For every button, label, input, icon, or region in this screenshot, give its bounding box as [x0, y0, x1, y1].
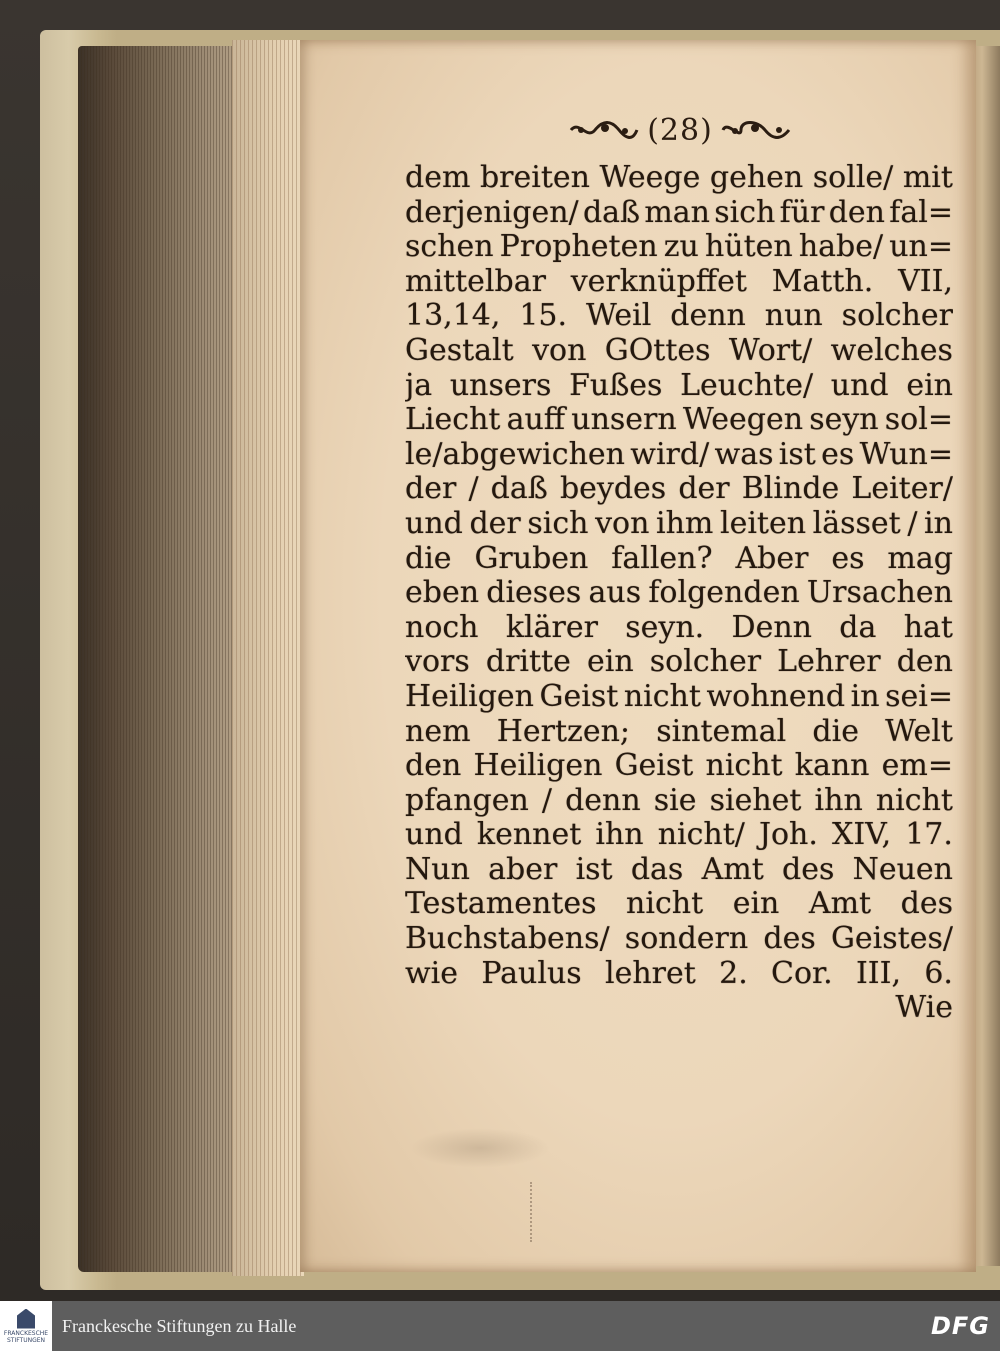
text-word: GOttes	[604, 332, 711, 368]
text-line	[405, 817, 953, 852]
text-line	[405, 506, 953, 541]
text-word: welches	[830, 332, 953, 368]
text-word: man	[644, 194, 710, 230]
text-word: sie	[653, 782, 697, 818]
viewer-footer	[0, 1301, 1000, 1351]
text-word: Geist	[539, 678, 619, 714]
text-word: 13,14,	[405, 298, 501, 333]
text-word: verknüpffet	[570, 263, 747, 299]
text-word: habe/	[798, 229, 884, 264]
text-word: was	[714, 436, 774, 472]
text-line	[405, 783, 953, 818]
text-word: der	[678, 471, 730, 506]
text-word: den	[828, 194, 885, 230]
right-ornament-icon	[721, 118, 793, 142]
text-word: /	[468, 471, 479, 506]
text-word: Joh.	[758, 817, 818, 852]
text-word: /	[907, 505, 918, 541]
text-word: Geist	[614, 748, 694, 783]
text-word: Testamentes	[405, 886, 597, 922]
text-word: Heiligen	[405, 678, 534, 714]
text-line	[405, 748, 953, 783]
text-word: daß	[490, 471, 548, 506]
text-word: hat	[903, 609, 953, 645]
text-word: Blinde	[741, 471, 840, 506]
text-word: Cor.	[771, 955, 833, 991]
text-word: den	[896, 644, 953, 679]
text-line	[405, 160, 953, 195]
text-word: un=	[889, 229, 953, 264]
text-word: solle/	[812, 160, 894, 195]
text-word: Aber	[735, 540, 809, 576]
text-word: III,	[855, 955, 902, 991]
text-word: ein	[906, 367, 953, 403]
text-line	[405, 368, 953, 403]
text-word: XIV,	[831, 817, 892, 852]
text-word: von	[595, 505, 650, 541]
text-line	[405, 956, 953, 991]
text-word: Fußes	[569, 367, 663, 403]
text-word: wohnend	[706, 678, 846, 714]
text-word: beydes	[559, 471, 667, 506]
text-word: nicht/	[657, 817, 745, 852]
text-word: nun	[764, 298, 823, 333]
text-word: leiten	[719, 505, 807, 541]
text-word: kann	[794, 748, 870, 783]
text-word: die	[405, 540, 452, 576]
text-word: wie	[405, 955, 459, 991]
text-word: 2.	[719, 955, 748, 991]
text-word: die	[812, 713, 859, 749]
text-word: denn	[565, 782, 641, 818]
text-word: dem	[405, 160, 471, 195]
text-line	[405, 852, 953, 887]
institution-name[interactable]: Franckesche Stiftungen zu Halle	[62, 1315, 297, 1336]
building-icon	[17, 1309, 35, 1329]
text-line	[405, 195, 953, 230]
page-number: (28)	[647, 112, 713, 148]
text-word: der	[469, 505, 521, 541]
text-word: Neuen	[852, 851, 953, 887]
text-word: denn	[670, 298, 746, 333]
text-word: nicht	[705, 748, 783, 783]
text-word: sich	[527, 505, 589, 541]
text-word: mag	[887, 540, 953, 576]
text-word: unsers	[449, 367, 552, 403]
text-word: gehen	[709, 160, 804, 195]
text-word: sich	[714, 194, 776, 230]
text-word: breiten	[479, 160, 590, 195]
text-word: kennet	[476, 817, 582, 852]
text-line	[405, 886, 953, 921]
text-word: den	[405, 748, 462, 783]
text-word: in	[924, 505, 953, 541]
text-line	[405, 229, 953, 264]
paper-smudge	[530, 1182, 562, 1242]
text-word: Nun	[405, 851, 470, 887]
text-word: daß	[582, 194, 641, 230]
text-word: das	[630, 851, 684, 887]
text-word: 17.	[905, 817, 953, 852]
text-word: für	[779, 194, 825, 230]
text-word: Weegen	[682, 402, 804, 437]
text-line	[405, 679, 953, 714]
text-word: Buchstabens/	[405, 921, 610, 956]
text-word: hüten	[704, 229, 793, 264]
text-word: lässet	[812, 505, 901, 541]
text-word: es	[821, 436, 855, 472]
text-word: Weil	[585, 298, 652, 333]
text-word: Hertzen;	[496, 713, 631, 749]
text-line	[405, 610, 953, 645]
text-word: /	[541, 782, 552, 818]
text-word: fallen?	[611, 540, 713, 576]
text-word: Leuchte/	[680, 367, 814, 403]
text-word: nicht	[623, 678, 701, 714]
text-word: solcher	[841, 298, 953, 333]
text-word: solcher	[649, 644, 762, 679]
text-word: lehret	[604, 955, 696, 991]
institution-logo[interactable]	[0, 1301, 52, 1351]
text-word: sintemal	[656, 713, 787, 749]
text-word: und	[830, 367, 889, 403]
text-word: der	[405, 471, 457, 506]
page-header	[560, 110, 800, 150]
text-word: ihm	[656, 505, 714, 541]
text-word: nicht	[626, 886, 704, 922]
text-word: ist	[575, 851, 613, 887]
text-word: zu	[663, 229, 699, 264]
text-line	[405, 264, 953, 299]
text-word: sondern	[624, 921, 749, 956]
text-word: dieses	[486, 575, 582, 610]
text-line	[405, 541, 953, 576]
text-word: Leiter/	[851, 471, 953, 506]
text-word: auff	[506, 402, 566, 437]
text-word: Propheten	[499, 229, 658, 264]
text-word: Lehrer	[777, 644, 881, 679]
text-word: siehet	[709, 782, 802, 818]
text-word: sei=	[885, 678, 953, 714]
text-line	[405, 644, 953, 679]
text-word: klärer	[505, 609, 598, 645]
text-word: fal=	[889, 194, 953, 230]
text-word: wird/	[630, 436, 710, 472]
text-word: des	[781, 851, 835, 887]
text-line	[405, 921, 953, 956]
text-word: vors	[405, 644, 470, 679]
text-word: aber	[488, 851, 558, 887]
text-word: Gestalt	[405, 332, 514, 368]
text-word: Ursachen	[806, 575, 953, 610]
text-word: ihn	[814, 782, 863, 818]
text-word: es	[831, 540, 865, 576]
text-word: und	[405, 817, 463, 852]
text-word: schen	[405, 229, 494, 264]
text-line	[405, 714, 953, 749]
text-word: aus	[588, 575, 642, 610]
text-word: ein	[732, 886, 780, 922]
text-word: nicht	[875, 782, 953, 818]
text-word: ihn	[595, 817, 644, 852]
text-word: nem	[405, 713, 471, 749]
text-word: ist	[778, 436, 816, 472]
dfg-logo[interactable]: DFG	[930, 1312, 990, 1340]
text-word: seyn.	[625, 609, 705, 645]
text-word: unsern	[571, 402, 677, 437]
text-word: em=	[881, 748, 953, 783]
text-word: Denn	[731, 609, 812, 645]
catchword-text: Wie	[895, 990, 953, 1025]
text-word: Welt	[885, 713, 953, 749]
text-word: le/abgewichen	[405, 436, 625, 472]
text-word: Geistes/	[830, 921, 953, 956]
text-word: in	[850, 678, 880, 714]
text-word: ein	[586, 644, 634, 679]
text-word: 15.	[519, 298, 568, 333]
text-word: da	[839, 609, 877, 645]
text-line	[405, 575, 953, 610]
text-word: 6.	[924, 955, 953, 991]
page-edge-rim	[232, 40, 304, 1276]
text-word: und	[405, 505, 463, 541]
text-line	[405, 402, 953, 437]
text-line	[405, 437, 953, 472]
text-word: mit	[902, 160, 953, 195]
text-word: Gruben	[474, 540, 589, 576]
catchword	[405, 990, 953, 1025]
text-word: Liecht	[405, 402, 501, 437]
text-word: des	[900, 886, 953, 922]
ink-offset-stain	[410, 1128, 550, 1168]
page-text-block	[405, 160, 953, 1025]
text-word: Weege	[599, 160, 701, 195]
text-word: Wun=	[859, 436, 953, 472]
text-word: Amt	[808, 886, 872, 922]
text-word: folgenden	[648, 575, 800, 610]
text-word: mittelbar	[405, 263, 546, 299]
text-line	[405, 298, 953, 333]
text-word: noch	[405, 609, 479, 645]
text-word: von	[532, 332, 587, 368]
text-word: pfangen	[405, 782, 529, 818]
text-word: eben	[405, 575, 480, 610]
text-word: Amt	[701, 851, 764, 887]
text-word: dritte	[485, 644, 571, 679]
text-line	[405, 471, 953, 506]
text-word: des	[763, 921, 816, 956]
text-word: seyn	[809, 402, 879, 437]
text-line	[405, 333, 953, 368]
text-word: Wort/	[728, 332, 813, 368]
left-ornament-icon	[567, 118, 639, 142]
text-word: ja	[405, 367, 433, 403]
text-word: Paulus	[481, 955, 582, 991]
text-word: Matth.	[771, 263, 874, 299]
text-word: VII,	[898, 263, 953, 299]
logo-caption: FRANCKESCHE STIFTUNGEN	[3, 1329, 49, 1344]
text-word: derjenigen/	[405, 194, 579, 230]
text-word: sol=	[884, 402, 953, 437]
text-word: Heiligen	[473, 748, 603, 783]
